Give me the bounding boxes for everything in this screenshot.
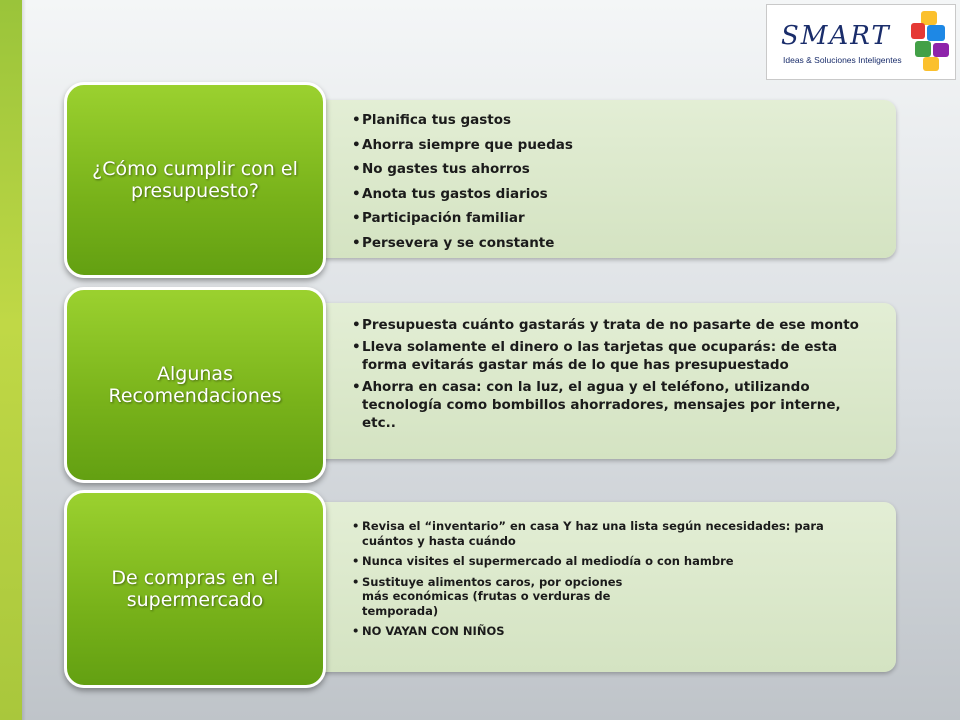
logo-wordmark: SMART — [781, 21, 891, 51]
puzzle-pieces-icon — [907, 9, 953, 75]
section-title: ¿Cómo cumplir con el presupuesto? — [92, 157, 298, 202]
section-presupuesto — [0, 82, 960, 278]
list-item: • No gastes tus ahorros — [352, 157, 866, 182]
list-item: • Sustituye alimentos caros, por opciones más económicas (frutas o verduras de temporada) — [352, 575, 632, 619]
logo-tagline: Ideas & Soluciones Inteligentes — [783, 55, 902, 65]
section-content-box — [270, 303, 896, 459]
list-item: • Participación familiar — [352, 206, 866, 231]
bullet-list — [352, 108, 866, 255]
list-item: • Anota tus gastos diarios — [352, 182, 866, 207]
list-item: • NO VAYAN CON NIÑOS — [352, 624, 866, 639]
bullet-list — [352, 316, 866, 436]
list-item: • Persevera y se constante — [352, 231, 866, 256]
section-title: Algunas Recomendaciones — [108, 362, 282, 407]
list-item: • Lleva solamente el dinero o las tarjetas que ocuparás: de esta forma evitarás gastar más de lo que has presupuestado — [352, 338, 866, 374]
smart-logo — [766, 4, 956, 80]
section-title: De compras en el supermercado — [111, 566, 279, 611]
section-supermercado — [0, 490, 960, 690]
list-item: • Presupuesta cuánto gastarás y trata de no pasarte de ese monto — [352, 316, 866, 334]
section-content-box — [270, 100, 896, 258]
list-item: • Planifica tus gastos — [352, 108, 866, 133]
list-item: • Ahorra siempre que puedas — [352, 133, 866, 158]
section-recomendaciones — [0, 287, 960, 483]
bullet-list — [352, 519, 866, 645]
list-item: • Ahorra en casa: con la luz, el agua y el teléfono, utilizando tecnología como bombillos ahorradores, mensajes por interne, etc.. — [352, 378, 866, 432]
list-item: • Nunca visites el supermercado al mediodía o con hambre — [352, 554, 866, 569]
section-content-box — [270, 502, 896, 672]
section-title-tile — [64, 287, 326, 483]
section-title-tile — [64, 490, 326, 688]
section-title-tile — [64, 82, 326, 278]
list-item: • Revisa el “inventario” en casa Y haz una lista según necesidades: para cuántos y hasta cuándo — [352, 519, 866, 548]
